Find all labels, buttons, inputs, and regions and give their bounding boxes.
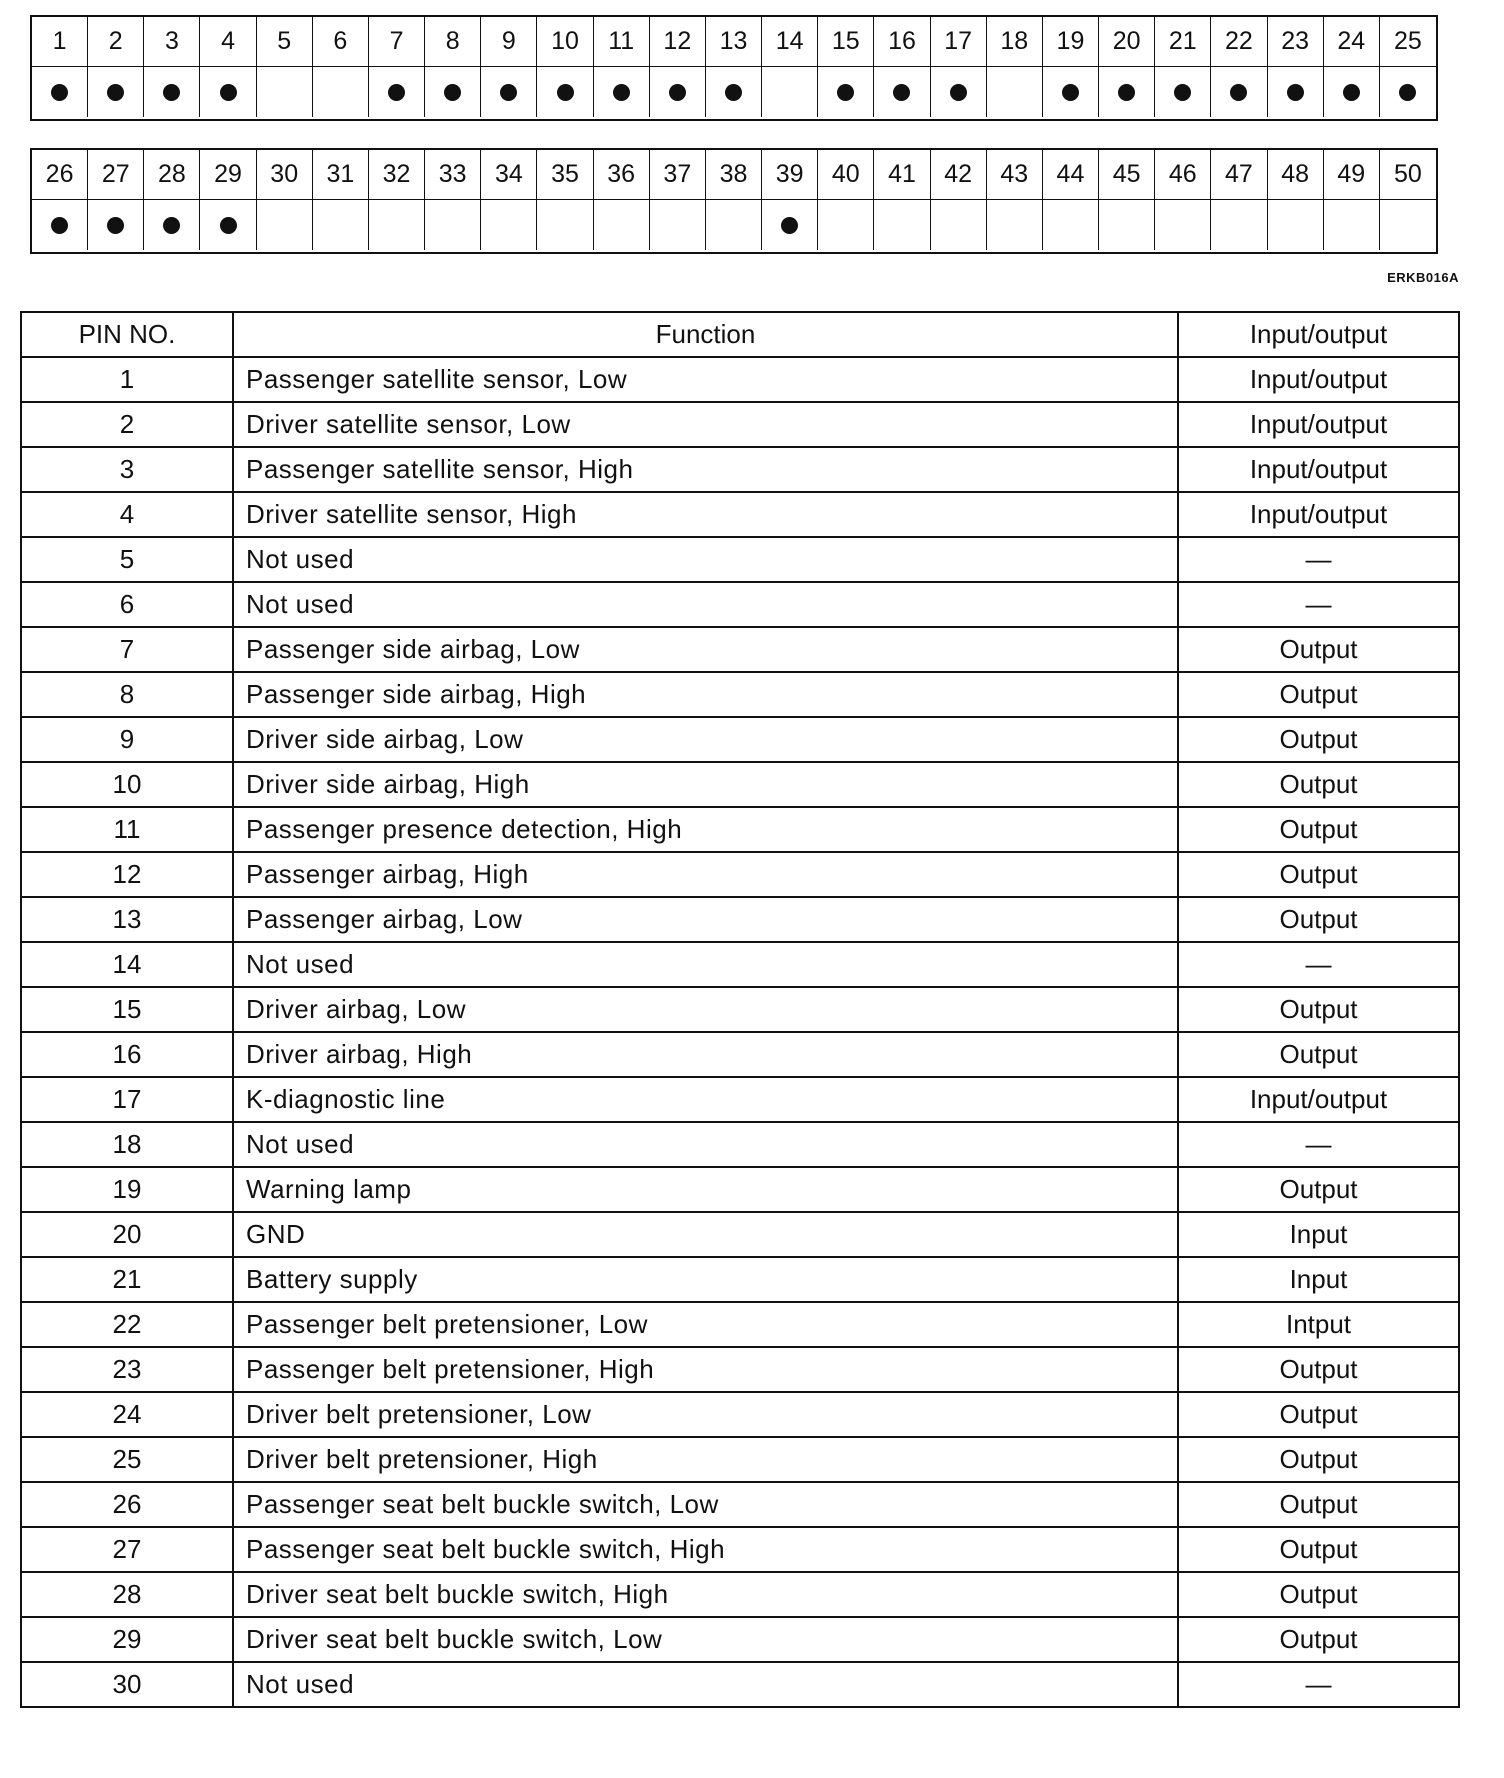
connector-pin-number: 3 xyxy=(144,17,200,67)
connector-pin-cell xyxy=(32,200,88,250)
connector-pin-number: 13 xyxy=(706,17,762,67)
function-cell: Driver airbag, High xyxy=(233,1032,1178,1077)
connector-pin-number: 20 xyxy=(1099,17,1155,67)
function-cell: Battery supply xyxy=(233,1257,1178,1302)
table-row xyxy=(21,1212,1459,1257)
connector-pin-number: 21 xyxy=(1155,17,1211,67)
io-cell: Output xyxy=(1178,1617,1459,1662)
connector-pin-number: 35 xyxy=(537,150,593,200)
connector-pin-number: 22 xyxy=(1211,17,1267,67)
header-function: Function xyxy=(233,312,1178,357)
io-cell: Intput xyxy=(1178,1302,1459,1347)
filled-circle-icon xyxy=(557,84,574,101)
connector-pin-number: 46 xyxy=(1155,150,1211,200)
pin-cell: 2 xyxy=(21,402,233,447)
table-row xyxy=(21,1482,1459,1527)
connector-pin-number: 28 xyxy=(144,150,200,200)
connector-pin-number: 37 xyxy=(650,150,706,200)
function-cell: Passenger presence detection, High xyxy=(233,807,1178,852)
function-cell: GND xyxy=(233,1212,1178,1257)
connector-pin-cell xyxy=(931,67,987,117)
connector-pin-number: 2 xyxy=(88,17,144,67)
connector-pin-cell xyxy=(1268,200,1324,250)
table-row xyxy=(21,402,1459,447)
filled-circle-icon xyxy=(51,84,68,101)
filled-circle-icon xyxy=(669,84,686,101)
pin-cell: 18 xyxy=(21,1122,233,1167)
table-row xyxy=(21,717,1459,762)
connector-pin-cell xyxy=(144,200,200,250)
connector-pin-cell xyxy=(1380,200,1436,250)
connector-pin-cell xyxy=(1099,200,1155,250)
connector-pin-number: 5 xyxy=(257,17,313,67)
io-cell: Input/output xyxy=(1178,447,1459,492)
connector-pin-number: 36 xyxy=(594,150,650,200)
io-cell: Output xyxy=(1178,1482,1459,1527)
connector-pin-number: 7 xyxy=(369,17,425,67)
connector-pin-cell xyxy=(762,67,818,117)
table-row xyxy=(21,897,1459,942)
connector-pin-cell xyxy=(1268,67,1324,117)
table-row xyxy=(21,762,1459,807)
pin-cell: 10 xyxy=(21,762,233,807)
pin-cell: 20 xyxy=(21,1212,233,1257)
pin-cell: 12 xyxy=(21,852,233,897)
connector-pin-cell xyxy=(650,67,706,117)
function-cell: Passenger belt pretensioner, High xyxy=(233,1347,1178,1392)
function-cell: Passenger seat belt buckle switch, Low xyxy=(233,1482,1178,1527)
io-cell: — xyxy=(1178,582,1459,627)
table-row xyxy=(21,807,1459,852)
connector-pin-cell xyxy=(313,67,369,117)
table-row xyxy=(21,1122,1459,1167)
connector-pin-cell xyxy=(88,200,144,250)
filled-circle-icon xyxy=(107,217,124,234)
io-cell: Output xyxy=(1178,897,1459,942)
io-cell: Output xyxy=(1178,717,1459,762)
io-cell: — xyxy=(1178,1662,1459,1707)
table-row xyxy=(21,1392,1459,1437)
table-row xyxy=(21,1662,1459,1707)
connector-row-top xyxy=(30,15,1438,121)
filled-circle-icon xyxy=(1174,84,1191,101)
connector-pin-cell xyxy=(88,67,144,117)
connector-pin-cell xyxy=(369,200,425,250)
function-cell: Not used xyxy=(233,1122,1178,1167)
filled-circle-icon xyxy=(1399,84,1416,101)
function-cell: Driver side airbag, High xyxy=(233,762,1178,807)
connector-pin-number: 19 xyxy=(1043,17,1099,67)
connector-pin-number: 32 xyxy=(369,150,425,200)
io-cell: Output xyxy=(1178,1392,1459,1437)
connector-pin-number: 17 xyxy=(931,17,987,67)
function-cell: Driver seat belt buckle switch, High xyxy=(233,1572,1178,1617)
table-body xyxy=(21,357,1459,1707)
table-row xyxy=(21,357,1459,402)
function-cell: Driver airbag, Low xyxy=(233,987,1178,1032)
table-row xyxy=(21,447,1459,492)
pin-cell: 8 xyxy=(21,672,233,717)
connector-pin-number: 18 xyxy=(987,17,1043,67)
function-cell: Passenger seat belt buckle switch, High xyxy=(233,1527,1178,1572)
connector-pin-cell xyxy=(818,67,874,117)
connector-pin-cell xyxy=(32,67,88,117)
filled-circle-icon xyxy=(725,84,742,101)
function-cell: Driver belt pretensioner, High xyxy=(233,1437,1178,1482)
connector-pin-cell xyxy=(481,200,537,250)
pin-cell: 19 xyxy=(21,1167,233,1212)
io-cell: Output xyxy=(1178,762,1459,807)
filled-circle-icon xyxy=(220,217,237,234)
function-cell: Not used xyxy=(233,537,1178,582)
connector-pin-number: 9 xyxy=(481,17,537,67)
connector-pin-number: 26 xyxy=(32,150,88,200)
function-cell: Driver satellite sensor, Low xyxy=(233,402,1178,447)
filled-circle-icon xyxy=(1062,84,1079,101)
pin-cell: 29 xyxy=(21,1617,233,1662)
io-cell: Output xyxy=(1178,627,1459,672)
connector-pin-number: 4 xyxy=(200,17,256,67)
pin-cell: 26 xyxy=(21,1482,233,1527)
function-cell: Passenger satellite sensor, High xyxy=(233,447,1178,492)
io-cell: — xyxy=(1178,537,1459,582)
connector-pin-cell xyxy=(1155,67,1211,117)
filled-circle-icon xyxy=(107,84,124,101)
io-cell: Output xyxy=(1178,852,1459,897)
connector-pin-number: 6 xyxy=(313,17,369,67)
table-header-row xyxy=(21,312,1459,357)
table-row xyxy=(21,1437,1459,1482)
table-row xyxy=(21,1347,1459,1392)
connector-pin-cell xyxy=(650,200,706,250)
connector-pin-number: 47 xyxy=(1211,150,1267,200)
connector-pin-number: 24 xyxy=(1324,17,1380,67)
connector-pin-number: 50 xyxy=(1380,150,1436,200)
connector-pin-number: 44 xyxy=(1043,150,1099,200)
connector-row-bottom xyxy=(30,148,1438,254)
connector-pin-number: 16 xyxy=(874,17,930,67)
function-cell: Driver belt pretensioner, Low xyxy=(233,1392,1178,1437)
connector-pin-cell xyxy=(706,67,762,117)
connector-pin-number: 15 xyxy=(818,17,874,67)
connector-pin-number: 45 xyxy=(1099,150,1155,200)
io-cell: Output xyxy=(1178,1032,1459,1077)
connector-pin-number: 11 xyxy=(594,17,650,67)
function-cell: Driver satellite sensor, High xyxy=(233,492,1178,537)
connector-pin-cell xyxy=(594,200,650,250)
io-cell: — xyxy=(1178,1122,1459,1167)
connector-pin-number: 40 xyxy=(818,150,874,200)
pin-cell: 3 xyxy=(21,447,233,492)
table-row xyxy=(21,1032,1459,1077)
io-cell: — xyxy=(1178,942,1459,987)
table-row xyxy=(21,492,1459,537)
function-cell: Passenger belt pretensioner, Low xyxy=(233,1302,1178,1347)
table-row xyxy=(21,987,1459,1032)
filled-circle-icon xyxy=(1230,84,1247,101)
pin-cell: 27 xyxy=(21,1527,233,1572)
connector-pin-number: 41 xyxy=(874,150,930,200)
filled-circle-icon xyxy=(163,84,180,101)
connector-pin-cell xyxy=(200,200,256,250)
connector-pin-number: 31 xyxy=(313,150,369,200)
io-cell: Input/output xyxy=(1178,492,1459,537)
filled-circle-icon xyxy=(500,84,517,101)
pin-cell: 23 xyxy=(21,1347,233,1392)
io-cell: Output xyxy=(1178,1572,1459,1617)
table-row xyxy=(21,1302,1459,1347)
table-row xyxy=(21,672,1459,717)
header-pin-no: PIN NO. xyxy=(21,312,233,357)
connector-pin-cell xyxy=(1324,67,1380,117)
io-cell: Output xyxy=(1178,807,1459,852)
io-cell: Output xyxy=(1178,1347,1459,1392)
table-row xyxy=(21,1527,1459,1572)
function-cell: Not used xyxy=(233,1662,1178,1707)
function-cell: Passenger side airbag, Low xyxy=(233,627,1178,672)
connector-pin-number: 29 xyxy=(200,150,256,200)
function-cell: K-diagnostic line xyxy=(233,1077,1178,1122)
io-cell: Input/output xyxy=(1178,1077,1459,1122)
connector-pin-number: 8 xyxy=(425,17,481,67)
connector-pin-cell xyxy=(931,200,987,250)
filled-circle-icon xyxy=(444,84,461,101)
connector-pin-number: 38 xyxy=(706,150,762,200)
io-cell: Output xyxy=(1178,1527,1459,1572)
filled-circle-icon xyxy=(220,84,237,101)
function-cell: Driver seat belt buckle switch, Low xyxy=(233,1617,1178,1662)
connector-pin-number: 10 xyxy=(537,17,593,67)
connector-pin-cell xyxy=(425,67,481,117)
connector-pin-cell xyxy=(762,200,818,250)
connector-pin-cell xyxy=(1211,200,1267,250)
pin-cell: 28 xyxy=(21,1572,233,1617)
pin-cell: 9 xyxy=(21,717,233,762)
connector-pin-number: 42 xyxy=(931,150,987,200)
figure-code: ERKB016A xyxy=(1387,270,1459,285)
pin-cell: 7 xyxy=(21,627,233,672)
table-row xyxy=(21,1257,1459,1302)
connector-pin-cell xyxy=(1155,200,1211,250)
connector-pin-number: 1 xyxy=(32,17,88,67)
filled-circle-icon xyxy=(781,217,798,234)
pin-cell: 1 xyxy=(21,357,233,402)
pin-cell: 15 xyxy=(21,987,233,1032)
filled-circle-icon xyxy=(613,84,630,101)
pin-cell: 22 xyxy=(21,1302,233,1347)
pin-cell: 13 xyxy=(21,897,233,942)
table-row xyxy=(21,582,1459,627)
connector-pin-cell xyxy=(706,200,762,250)
connector-pin-cell xyxy=(537,200,593,250)
function-cell: Passenger airbag, Low xyxy=(233,897,1178,942)
connector-pin-cell xyxy=(1099,67,1155,117)
connector-pin-cell xyxy=(987,67,1043,117)
pin-cell: 4 xyxy=(21,492,233,537)
table-row xyxy=(21,627,1459,672)
connector-pin-number: 48 xyxy=(1268,150,1324,200)
connector-pin-number: 14 xyxy=(762,17,818,67)
connector-pin-number: 33 xyxy=(425,150,481,200)
filled-circle-icon xyxy=(388,84,405,101)
filled-circle-icon xyxy=(1343,84,1360,101)
connector-pin-cell xyxy=(257,200,313,250)
table-row xyxy=(21,1077,1459,1122)
connector-pin-number: 12 xyxy=(650,17,706,67)
connector-pin-number: 30 xyxy=(257,150,313,200)
connector-pin-number: 34 xyxy=(481,150,537,200)
filled-circle-icon xyxy=(51,217,68,234)
connector-pin-cell xyxy=(1043,200,1099,250)
io-cell: Input xyxy=(1178,1257,1459,1302)
io-cell: Output xyxy=(1178,1437,1459,1482)
pin-cell: 30 xyxy=(21,1662,233,1707)
table-row xyxy=(21,852,1459,897)
pin-function-table xyxy=(20,311,1460,1708)
connector-pin-cell xyxy=(1211,67,1267,117)
function-cell: Not used xyxy=(233,942,1178,987)
connector-pin-cell xyxy=(1324,200,1380,250)
connector-pin-number: 43 xyxy=(987,150,1043,200)
connector-pin-cell xyxy=(874,67,930,117)
pin-cell: 25 xyxy=(21,1437,233,1482)
connector-pin-cell xyxy=(144,67,200,117)
connector-pin-cell xyxy=(537,67,593,117)
io-cell: Output xyxy=(1178,987,1459,1032)
connector-pin-cell xyxy=(481,67,537,117)
connector-pin-cell xyxy=(987,200,1043,250)
filled-circle-icon xyxy=(893,84,910,101)
table-row xyxy=(21,1617,1459,1662)
header-input-output: Input/output xyxy=(1178,312,1459,357)
pin-cell: 16 xyxy=(21,1032,233,1077)
function-cell: Driver side airbag, Low xyxy=(233,717,1178,762)
filled-circle-icon xyxy=(837,84,854,101)
pin-cell: 6 xyxy=(21,582,233,627)
function-cell: Passenger satellite sensor, Low xyxy=(233,357,1178,402)
io-cell: Input/output xyxy=(1178,357,1459,402)
connector-pin-cell xyxy=(257,67,313,117)
connector-pin-cell xyxy=(200,67,256,117)
filled-circle-icon xyxy=(163,217,180,234)
connector-pin-cell xyxy=(594,67,650,117)
filled-circle-icon xyxy=(1118,84,1135,101)
table-row xyxy=(21,942,1459,987)
connector-pin-cell xyxy=(1380,67,1436,117)
io-cell: Output xyxy=(1178,1167,1459,1212)
io-cell: Input xyxy=(1178,1212,1459,1257)
table-row xyxy=(21,537,1459,582)
io-cell: Input/output xyxy=(1178,402,1459,447)
filled-circle-icon xyxy=(950,84,967,101)
function-cell: Passenger side airbag, High xyxy=(233,672,1178,717)
connector-pin-number: 49 xyxy=(1324,150,1380,200)
pin-cell: 14 xyxy=(21,942,233,987)
io-cell: Output xyxy=(1178,672,1459,717)
connector-pin-number: 25 xyxy=(1380,17,1436,67)
table-row xyxy=(21,1572,1459,1617)
connector-pin-number: 27 xyxy=(88,150,144,200)
connector-pin-cell xyxy=(369,67,425,117)
connector-pin-number: 39 xyxy=(762,150,818,200)
pin-cell: 11 xyxy=(21,807,233,852)
connector-pin-cell xyxy=(1043,67,1099,117)
table-row xyxy=(21,1167,1459,1212)
filled-circle-icon xyxy=(1287,84,1304,101)
connector-pin-cell xyxy=(874,200,930,250)
connector-pin-cell xyxy=(425,200,481,250)
connector-pin-cell xyxy=(313,200,369,250)
pin-cell: 17 xyxy=(21,1077,233,1122)
pin-cell: 21 xyxy=(21,1257,233,1302)
pin-cell: 5 xyxy=(21,537,233,582)
function-cell: Passenger airbag, High xyxy=(233,852,1178,897)
function-cell: Warning lamp xyxy=(233,1167,1178,1212)
function-cell: Not used xyxy=(233,582,1178,627)
connector-pin-cell xyxy=(818,200,874,250)
pin-cell: 24 xyxy=(21,1392,233,1437)
connector-pin-number: 23 xyxy=(1268,17,1324,67)
